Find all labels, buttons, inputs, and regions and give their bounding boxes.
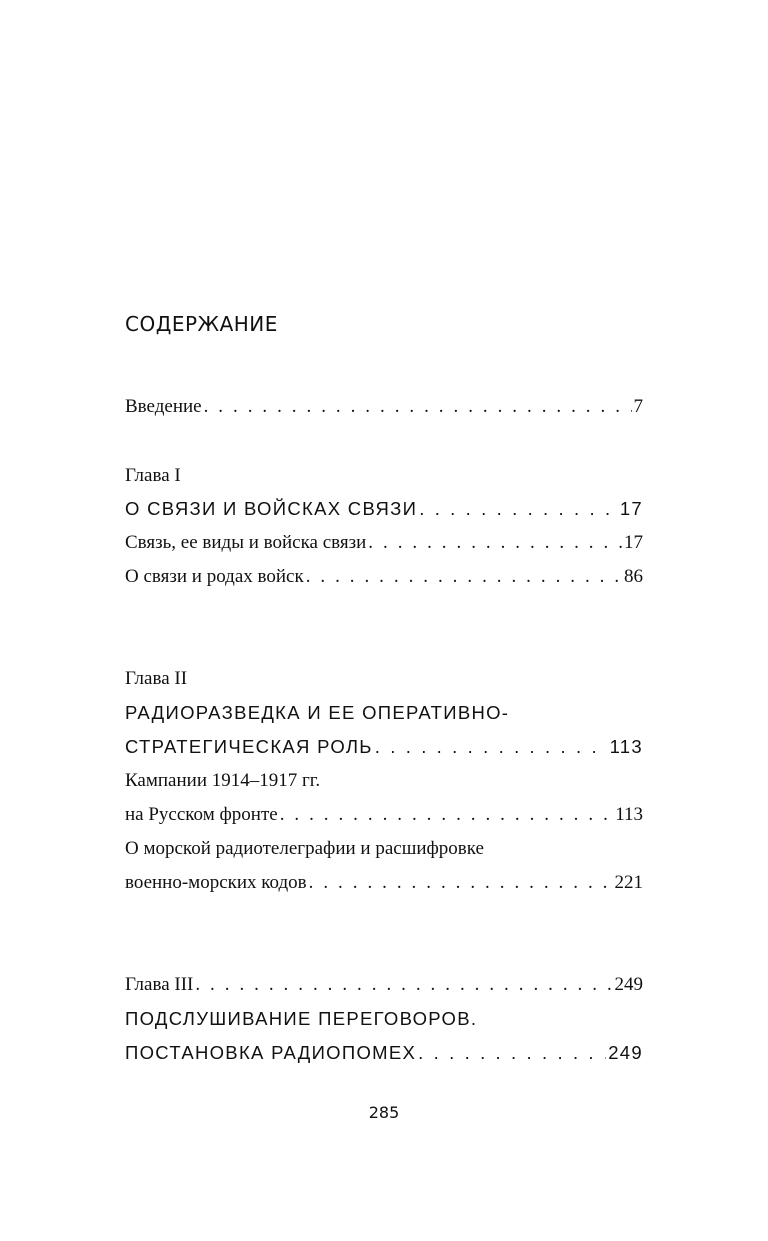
toc-entry-label: ПОСТАНОВКА РАДИОПОМЕХ	[125, 1042, 417, 1063]
toc-entry-page: 113	[615, 804, 643, 825]
toc-entry-label: на Русском фронте	[125, 804, 278, 825]
toc-entry-page: 113	[609, 736, 643, 757]
toc-entry-label: Кампании 1914–1917 гг.	[125, 770, 321, 791]
toc-leader-dots	[280, 800, 614, 830]
chapter-1-title	[125, 494, 643, 524]
toc-entry-label: О морской радиотелеграфии и расшифровке	[125, 838, 484, 859]
toc-entry-page: 7	[633, 396, 643, 417]
toc-entry	[125, 868, 643, 898]
toc-entry-page: 249	[608, 1042, 643, 1063]
toc-leader-dots	[419, 494, 618, 524]
toc-entry-label: СТРАТЕГИЧЕСКАЯ РОЛЬ	[125, 736, 373, 757]
toc-entry	[125, 528, 643, 558]
chapter-3-title-line1	[125, 1004, 643, 1034]
toc-entry-intro	[125, 392, 643, 422]
page-title: СОДЕРЖАНИЕ	[125, 312, 278, 336]
toc-entry-label: Связь, ее виды и войска связи	[125, 532, 367, 553]
toc-entry-label: Глава III	[125, 974, 194, 995]
chapter-1-label	[125, 461, 643, 491]
chapter-2-label	[125, 664, 643, 694]
chapter-label-text: Глава II	[125, 668, 188, 689]
toc-leader-dots	[204, 392, 632, 422]
chapter-2-title-line1	[125, 698, 643, 728]
toc-entry-label: О связи и родах войск	[125, 566, 304, 587]
toc-leader-dots	[195, 970, 612, 1000]
toc-entry-page: 221	[614, 872, 643, 893]
page-number: 285	[368, 1103, 400, 1122]
toc-leader-dots	[368, 528, 622, 558]
chapter-label-text: Глава I	[125, 465, 181, 486]
toc-entry-label: О СВЯЗИ И ВОЙСКАХ СВЯЗИ	[125, 498, 418, 519]
toc-entry	[125, 800, 643, 830]
toc-entry	[125, 562, 643, 592]
toc-entry-label: военно-морских кодов	[125, 872, 307, 893]
toc-entry-label: Введение	[125, 396, 202, 417]
toc-entry-page: 17	[624, 532, 643, 553]
toc-entry-page: 17	[619, 498, 643, 519]
chapter-3-label	[125, 970, 643, 1000]
chapter-3-title-line2	[125, 1038, 643, 1068]
toc-entry-label: РАДИОРАЗВЕДКА И ЕЕ ОПЕРАТИВНО-	[125, 702, 510, 723]
toc-leader-dots	[375, 732, 608, 762]
chapter-2-title-line2	[125, 732, 643, 762]
toc-entry-page: 249	[614, 974, 643, 995]
toc-entry-label: ПОДСЛУШИВАНИЕ ПЕРЕГОВОРОВ.	[125, 1008, 478, 1029]
toc-entry-line1	[125, 834, 643, 864]
toc-entry-page: 86	[624, 566, 643, 587]
toc-leader-dots	[306, 562, 622, 592]
toc-entry-line1	[125, 766, 643, 796]
toc-leader-dots	[309, 868, 613, 898]
toc-leader-dots	[418, 1038, 606, 1068]
